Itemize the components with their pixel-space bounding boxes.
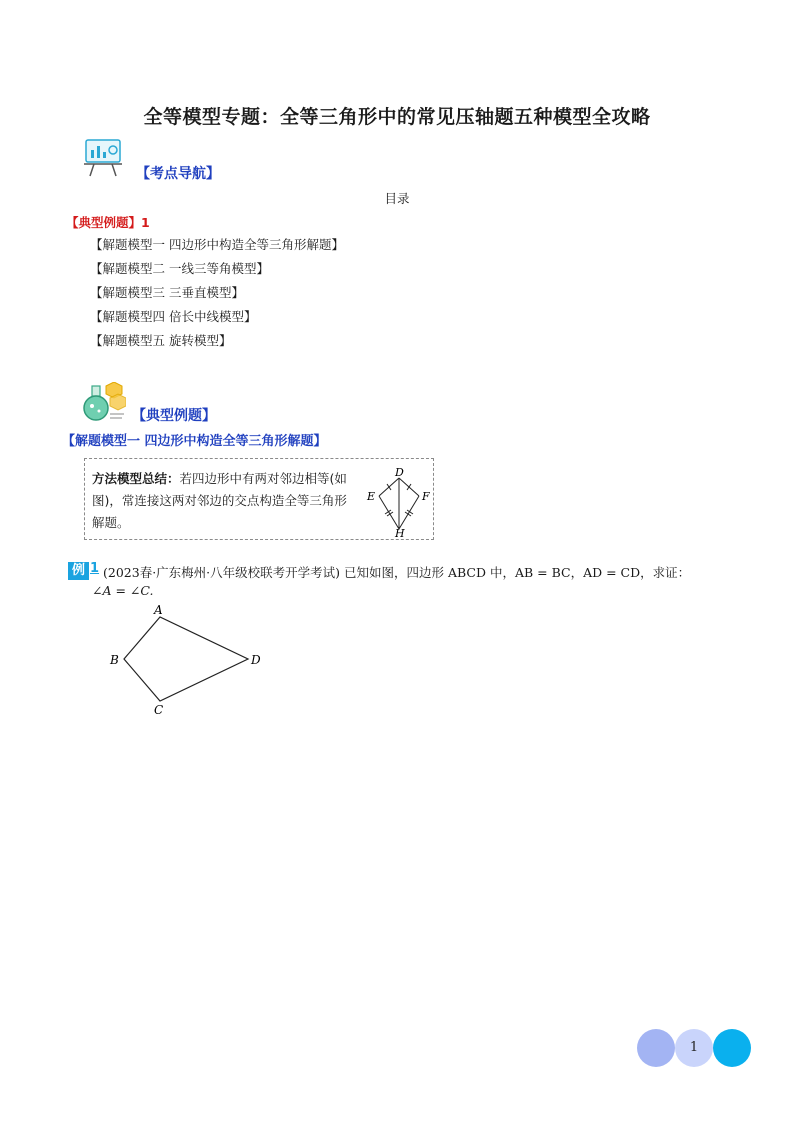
example-badge: 例 xyxy=(68,562,89,580)
page-pill-left xyxy=(637,1029,675,1067)
quadrilateral-figure xyxy=(108,604,278,716)
toc-item[interactable]: 【解题模型一 四边形中构造全等三角形解题】 xyxy=(90,237,344,252)
kite-label-d: D xyxy=(395,466,404,479)
method-summary-text xyxy=(92,468,354,534)
example-claim: ∠A = ∠C. xyxy=(92,583,154,598)
kite-label-e: E xyxy=(367,490,376,503)
model-one-heading: 【解题模型一 四边形中构造全等三角形解题】 xyxy=(62,434,327,449)
toc-label: 目录 xyxy=(384,191,410,206)
toc-item[interactable]: 【解题模型二 一线三等角模型】 xyxy=(90,261,269,276)
chemistry-flask-icon xyxy=(80,382,126,422)
figure-label-a: A xyxy=(154,604,163,617)
kite-label-f: F xyxy=(422,490,430,503)
kite-label-h: H xyxy=(395,527,405,537)
page-pill-right xyxy=(713,1029,751,1067)
method-body: 若四边形中有两对邻边相等(如图)，常连接这两对邻边的交点构造全等三角形解题。 xyxy=(92,471,347,530)
toc-item[interactable]: 【解题模型四 倍长中线模型】 xyxy=(90,309,257,324)
examples-heading: 【典型例题】 xyxy=(132,408,216,424)
toc-section-link[interactable]: 【典型例题】1 xyxy=(66,215,150,230)
toc-item[interactable]: 【解题模型五 旋转模型】 xyxy=(90,333,232,348)
page-number: 1 xyxy=(689,1040,699,1055)
method-summary-box xyxy=(84,458,434,540)
example-statement: (2023春·广东梅州·八年级校联考开学考试) 已知如图，四边形 ABCD 中，AB = BC，AD = CD，求证： xyxy=(103,565,691,580)
nav-heading: 【考点导航】 xyxy=(136,166,220,182)
figure-label-d: D xyxy=(251,653,261,667)
figure-label-c: C xyxy=(154,703,164,716)
toc-list xyxy=(90,237,344,357)
method-lead: 方法模型总结： xyxy=(92,471,180,486)
page-title: 全等模型专题：全等三角形中的常见压轴题五种模型全攻略 xyxy=(143,106,651,128)
figure-label-b: B xyxy=(110,653,119,667)
kite-figure xyxy=(361,465,431,537)
example-number: 1 xyxy=(90,561,100,576)
toc-item[interactable]: 【解题模型三 三垂直模型】 xyxy=(90,285,244,300)
presentation-board-icon xyxy=(80,138,124,178)
